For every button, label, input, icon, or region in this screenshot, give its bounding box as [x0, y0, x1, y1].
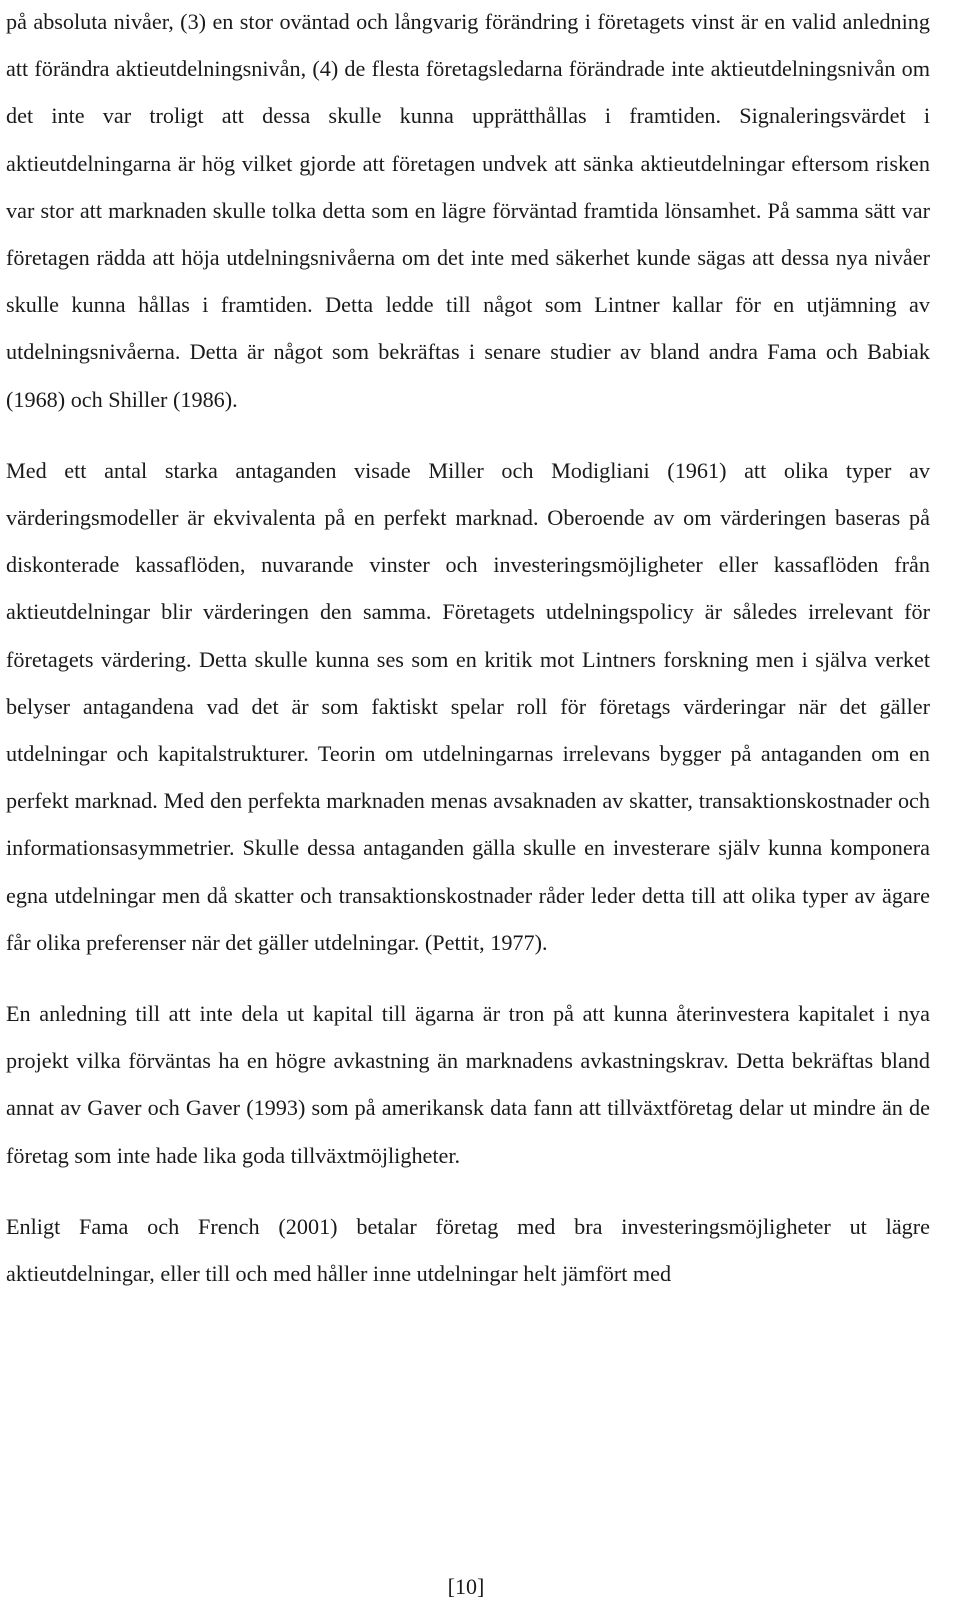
paragraph-gap: [6, 423, 930, 447]
paragraph-dividend-signaling: på absoluta nivåer, (3) en stor oväntad och långvarig förändring i företagets vinst är en valid anledning att förändra aktieutdelningsnivån, (4) de flesta företagsledarna förändrade inte aktieutdelningsnivån om det inte var troligt att dessa skulle kunna upprätthållas i framtiden. Signaleringsvärdet i aktieutdelningarna är hög vilket gjorde att företagen undvek att sänka aktieutdelningar eftersom risken var stor att marknaden skulle tolka detta som en lägre förväntad framtida lönsamhet. På samma sätt var företagen rädda att höja utdelningsnivåerna om det inte med säkerhet kunde sägas att dessa nya nivåer skulle kunna hållas i framtiden. Detta ledde till något som Lintner kallar för en utjämning av utdelningsnivåerna. Detta är något som bekräftas i senare studier av bland andra Fama och Babiak (1968) och Shiller (1986).: [6, 9, 930, 412]
document-page: [6, 0, 930, 1297]
page-number: [10]: [447, 1574, 485, 1599]
paragraph-miller-modigliani: Med ett antal starka antaganden visade Miller och Modigliani (1961) att olika typer av värderingsmodeller är ekvivalenta på en perfekt marknad. Oberoende av om värderingen baseras på diskonterade kassaflöden, nuvarande vinster och investeringsmöjligheter eller kassaflöden från aktieutdelningar blir värderingen den samma. Företagets utdelningspolicy är således irrelevant för företagets värdering. Detta skulle kunna ses som en kritik mot Lintners forskning men i själva verket belyser antagandena vad det är som faktiskt spelar roll för företags värderingar när det gäller utdelningar och kapitalstrukturer. Teorin om utdelningarnas irrelevans bygger på antaganden om en perfekt marknad. Med den perfekta marknaden menas avsaknaden av skatter, transaktionskostnader och informationsasymmetrier. Skulle dessa antaganden gälla skulle en investerare själv kunna komponera egna utdelningar men då skatter och transaktionskostnader råder leder detta till att olika typer av ägare får olika preferenser när det gäller utdelningar. (Pettit, 1977).: [6, 457, 930, 955]
paragraph-gap: [6, 966, 930, 990]
paragraph-fama-french: Enligt Fama och French (2001) betalar företag med bra investeringsmöjligheter ut lägre aktieutdelningar, eller till och med håller inne utdelningar helt jämfört med: [6, 1213, 930, 1287]
paragraph-reinvestment: En anledning till att inte dela ut kapital till ägarna är tron på att kunna återinvestera kapitalet i nya projekt vilka förväntas ha en högre avkastning än marknadens avkastningskrav. Detta bekräftas bland annat av Gaver och Gaver (1993) som på amerikansk data fann att tillväxtföretag delar ut mindre än de företag som inte hade lika goda tillväxtmöjligheter.: [6, 1001, 930, 1168]
paragraph-gap: [6, 1179, 930, 1203]
